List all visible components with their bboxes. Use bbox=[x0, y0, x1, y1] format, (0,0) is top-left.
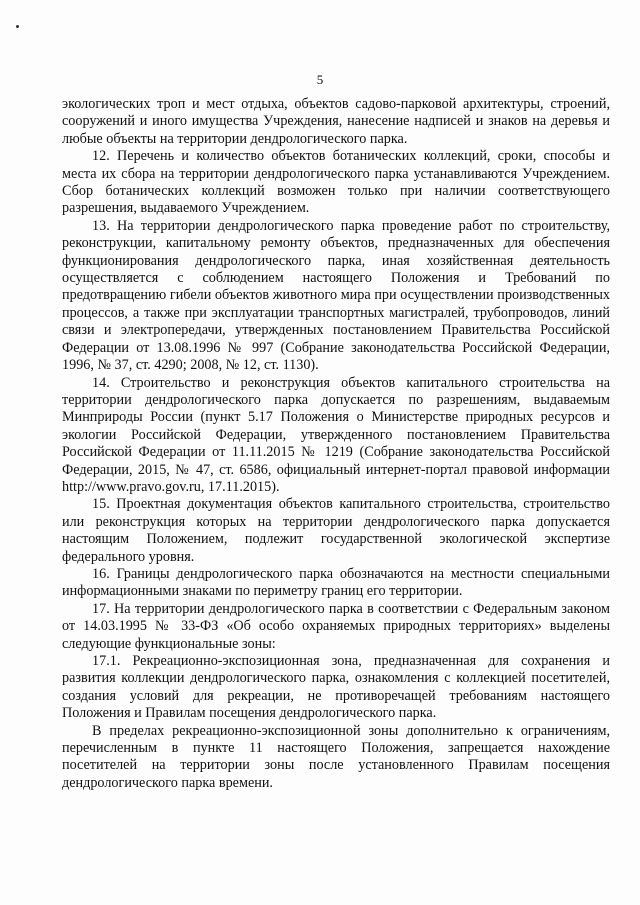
page-number: 5 bbox=[316, 72, 324, 87]
paragraph-15: 15. Проектная документация объектов капитального строительства, строительство или реконструкция которых на территории дендрологического парка допускается настоящим Положением, подлежит государственной экологической экспертизе федерального уровня. bbox=[62, 496, 610, 565]
paragraph-17: 17. На территории дендрологического парка в соответствии с Федеральным законом от 14.03.1995 № 33-ФЗ «Об особо охраняемых природных территориях» выделены следующие функциональные зоны: bbox=[62, 600, 610, 652]
paragraph-16: 16. Границы дендрологического парка обозначаются на местности специальными информационными знаками по периметру границ его территории. bbox=[62, 565, 610, 600]
paragraph-continuation: экологических троп и мест отдыха, объектов садово-парковой архитектуры, строений, сооружений и иного имущества Учреждения, нанесение надписей и знаков на деревья и любые объекты на территории дендрологического парка. bbox=[62, 96, 610, 147]
paragraph-14: 14. Строительство и реконструкция объектов капитального строительства на территории дендрологического парка допускается по разрешениям, выдаваемым Минприроды России (пункт 5.17 Положения о Министерстве природных ресурсов и экологии Российской Федерации, утвержденного постановлением Правительства Российской Федерации от 11.11.2015 № 1219 (Собрание законодательства Российской Федерации, 2015, № 47, ст. 6586, официальный интернет-портал правовой информации http://www.pravo.gov.ru, 17.11.2015). bbox=[62, 374, 610, 495]
scan-speck bbox=[16, 25, 19, 28]
document-body bbox=[62, 96, 610, 792]
paragraph-13: 13. На территории дендрологического парка проведение работ по строительству, реконструкции, капитальному ремонту объектов, предназначенных для обеспечения функционирования дендрологического парка, иная хозяйственная деятельность осуществляется с соблюдением настоящего Положения и Требований по предотвращению гибели объектов животного мира при осуществлении производственных процессов, а также при эксплуатации транспортных магистралей, трубопроводов, линий связи и электропередачи, утвержденных постановлением Правительства Российской Федерации от 13.08.1996 № 997 (Собрание законодательства Российской Федерации, 1996, № 37, ст. 4290; 2008, № 12, ст. 1130). bbox=[62, 217, 610, 374]
paragraph-12: 12. Перечень и количество объектов ботанических коллекций, сроки, способы и места их сбора на территории дендрологического парка устанавливаются Учреждением. Сбор ботанических коллекций возможен только при наличии соответствующего разрешения, выдаваемого Учреждением. bbox=[62, 148, 610, 217]
paragraph-zone-restrictions: В пределах рекреационно-экспозиционной зоны дополнительно к ограничениям, перечисленным в пункте 11 настоящего Положения, запрещается нахождение посетителей на территории зоны после установленного Правилам посещения дендрологического парка времени. bbox=[62, 722, 610, 791]
paragraph-17-1: 17.1. Рекреационно-экспозиционная зона, предназначенная для сохранения и развития коллекции дендрологического парка, ознакомления с коллекцией посетителей, создания условий для рекреации, не противоречащей требованиям настоящего Положения и Правилам посещения дендрологического парка. bbox=[62, 653, 610, 722]
